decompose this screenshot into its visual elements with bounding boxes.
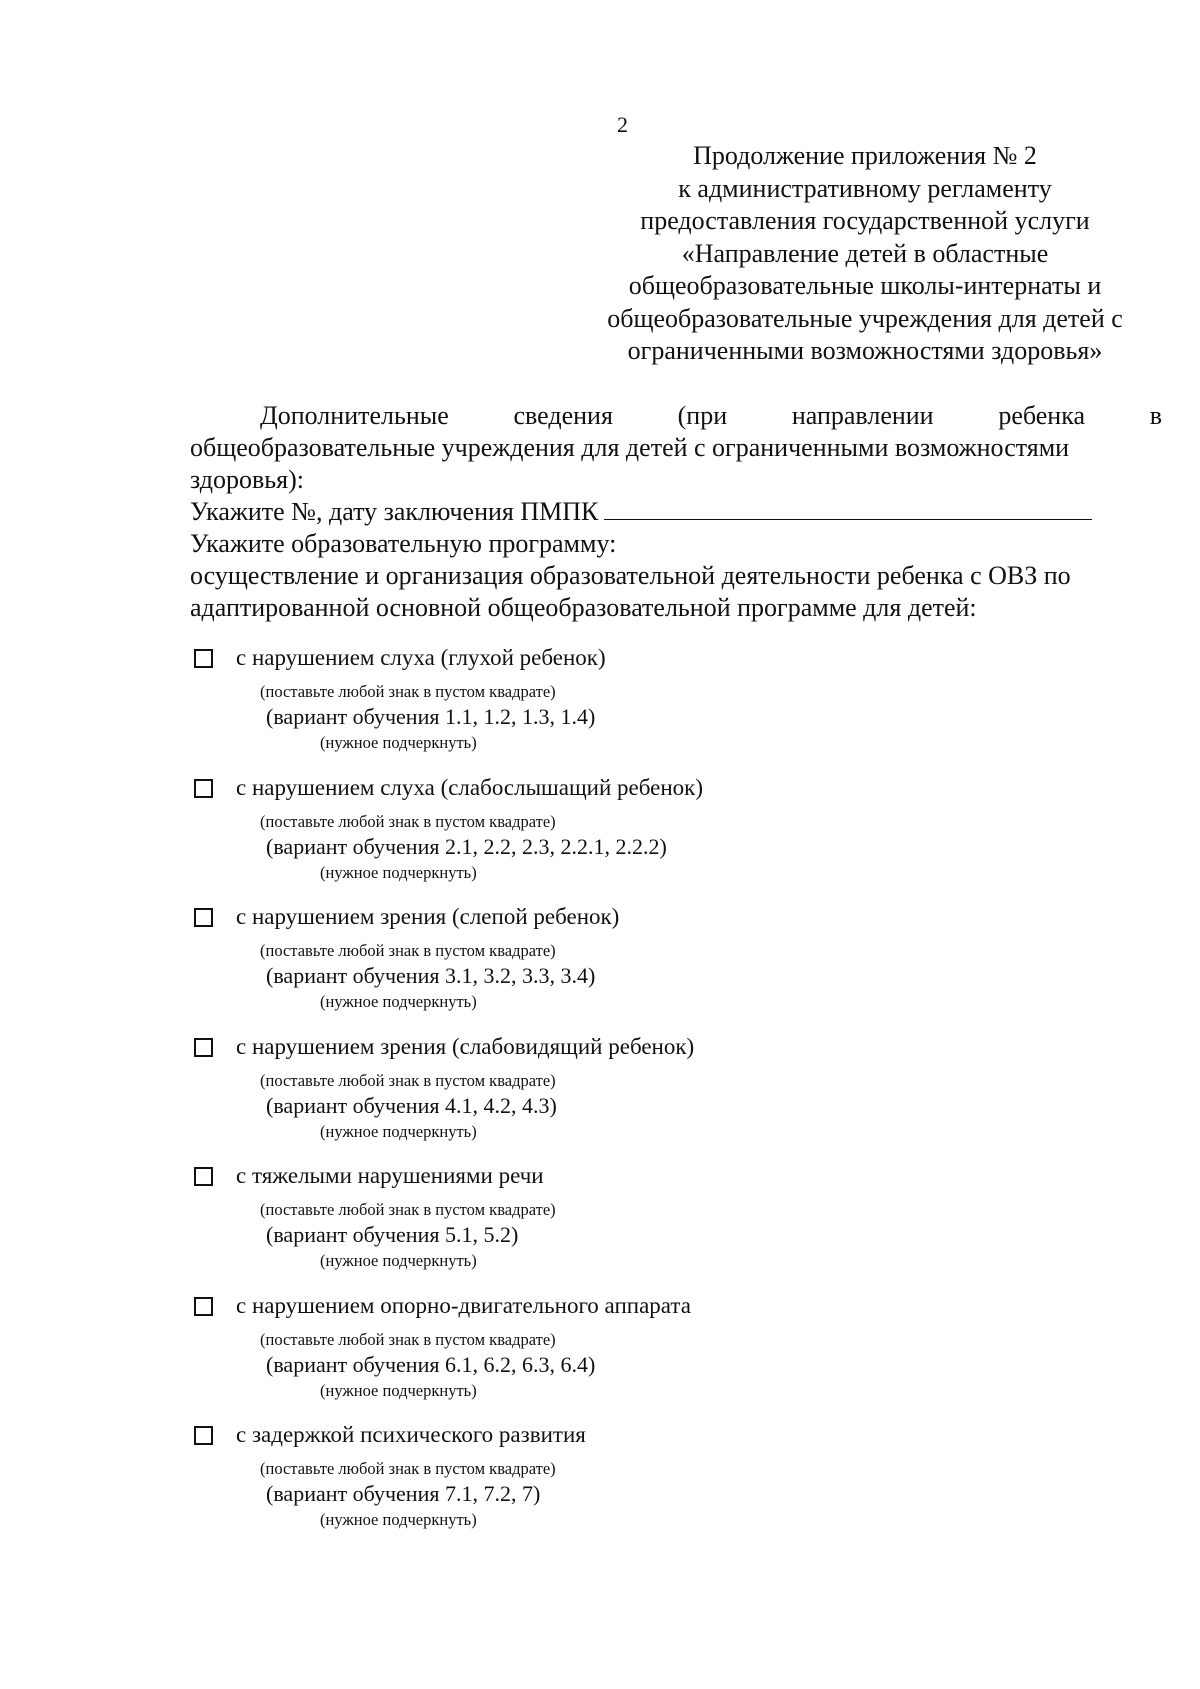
appendix-header-line: ограниченными возможностями здоровья» [627, 336, 1103, 365]
option-variant: (вариант обучения 4.1, 4.2, 4.3) [266, 1092, 557, 1118]
appendix-header [560, 140, 1170, 368]
appendix-header-line: предоставления государственной услуги [640, 206, 1090, 235]
option-checkbox[interactable] [194, 1297, 213, 1316]
appendix-header-line: «Направление детей в областные [681, 238, 1049, 268]
appendix-header-line: к административному регламенту [678, 173, 1052, 203]
option-title: с тяжелыми нарушениями речи [236, 1163, 544, 1188]
option-variant: (вариант обучения 5.1, 5.2) [266, 1222, 519, 1247]
option-variant: (вариант обучения 6.1, 6.2, 6.3, 6.4) [266, 1351, 596, 1377]
pmpk-input-line[interactable] [604, 499, 1092, 520]
program-description-line: осуществление и организация образовательной деятельности ребенка с ОВЗ по [190, 561, 1071, 590]
program-label: Укажите образовательную программу: [190, 529, 617, 558]
appendix-header-line: общеобразовательные школы-интернаты и [628, 271, 1102, 300]
option-note: (поставьте любой знак в пустом квадрате) [260, 941, 556, 960]
option-title: с нарушением слуха (слабослышащий ребенок) [236, 774, 703, 800]
option-title: с нарушением слуха (глухой ребенок) [236, 645, 606, 670]
program-option [190, 775, 1090, 905]
appendix-header-line: общеобразовательные учреждения для детей с [607, 303, 1123, 333]
additional-info-section [190, 400, 1162, 624]
appendix-header-line: Продолжение приложения № 2 [693, 141, 1037, 170]
option-variant: (вариант обучения 7.1, 7.2, 7) [266, 1481, 541, 1506]
program-option [190, 1293, 1090, 1423]
additional-info-text: Дополнительные сведения (при направлении ребенка в [260, 401, 1162, 430]
option-note: (поставьте любой знак в пустом квадрате) [260, 1329, 556, 1349]
option-underline-hint: (нужное подчеркнуть) [320, 992, 477, 1011]
additional-info-line [190, 400, 1162, 432]
page-number: 2 [617, 112, 628, 137]
option-title: с задержкой психического развития [236, 1422, 586, 1447]
option-variant: (вариант обучения 3.1, 3.2, 3.3, 3.4) [266, 963, 596, 988]
option-checkbox[interactable] [194, 649, 213, 668]
option-underline-hint: (нужное подчеркнуть) [320, 1121, 477, 1141]
program-option [190, 645, 1090, 775]
option-underline-hint: (нужное подчеркнуть) [320, 733, 477, 752]
pmpk-label: Укажите №, дату заключения ПМПК [190, 497, 599, 526]
option-underline-hint: (нужное подчеркнуть) [320, 1251, 477, 1270]
option-title: с нарушением зрения (слепой ребенок) [236, 904, 620, 929]
option-title: с нарушением опорно-двигательного аппарата [236, 1292, 691, 1318]
option-variant: (вариант обучения 2.1, 2.2, 2.3, 2.2.1, 2.2.2) [266, 833, 667, 859]
option-note: (поставьте любой знак в пустом квадрате) [260, 811, 556, 831]
option-variant: (вариант обучения 1.1, 1.2, 1.3, 1.4) [266, 704, 596, 729]
program-description-line: адаптированной основной общеобразовательной программе для детей: [190, 593, 977, 622]
option-checkbox[interactable] [194, 1426, 213, 1445]
additional-info-line: общеобразовательные учреждения для детей с ограниченными возможностями [190, 433, 1070, 462]
program-options-list [190, 645, 1090, 1552]
option-title: с нарушением зрения (слабовидящий ребенок) [236, 1033, 695, 1059]
option-checkbox[interactable] [194, 1167, 213, 1186]
option-checkbox[interactable] [194, 908, 213, 927]
option-checkbox[interactable] [194, 1038, 213, 1057]
program-option [190, 1422, 1090, 1552]
option-underline-hint: (нужное подчеркнуть) [320, 862, 477, 882]
option-note: (поставьте любой знак в пустом квадрате) [260, 1200, 556, 1219]
option-note: (поставьте любой знак в пустом квадрате) [260, 1459, 556, 1478]
pmpk-field [190, 496, 1162, 528]
option-underline-hint: (нужное подчеркнуть) [320, 1510, 477, 1529]
program-option [190, 904, 1090, 1034]
option-underline-hint: (нужное подчеркнуть) [320, 1380, 477, 1400]
option-checkbox[interactable] [194, 779, 213, 798]
option-note: (поставьте любой знак в пустом квадрате) [260, 682, 556, 701]
program-option [190, 1163, 1090, 1293]
additional-info-line: здоровья): [190, 465, 305, 494]
program-option [190, 1034, 1090, 1164]
option-note: (поставьте любой знак в пустом квадрате) [260, 1070, 556, 1090]
